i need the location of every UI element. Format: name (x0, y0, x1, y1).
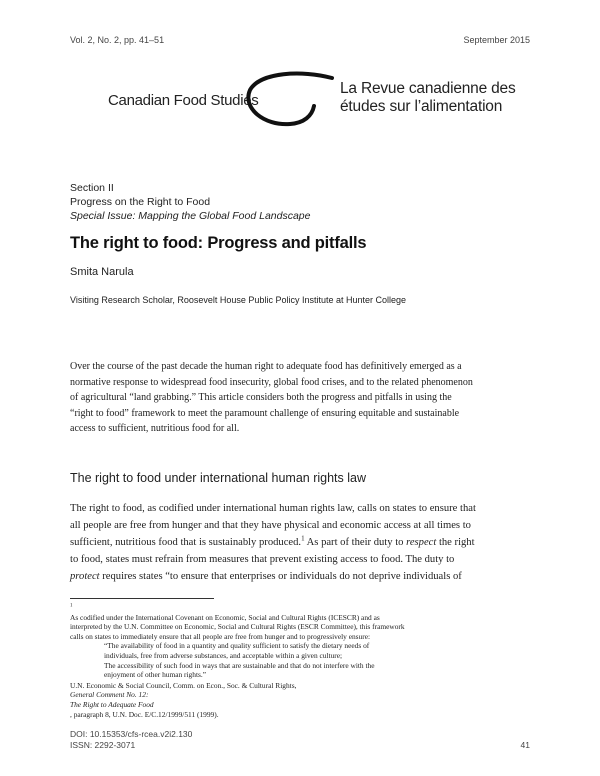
abstract-line: access to sufficient, nutritious food for all. (70, 423, 240, 435)
body-line: all people are free from hunger and that they have physical and economic access at all times to (70, 520, 471, 531)
footnote-line: $^1$ As codified under the International Covenant on Economic, Social and Cultural Rights (ICESCR) and as (70, 603, 380, 622)
footnote-quote: “The availability of food in a quantity and quality sufficient to satisfy the dietary needs of (104, 641, 370, 651)
abstract (70, 359, 532, 437)
footnote (70, 603, 540, 719)
footnote-line: calls on states to immediately ensure that all people are free from hunger and to progressively ensure: (70, 631, 371, 641)
footnote-citation: The Right to Adequate Food , paragraph 8, U.N. Doc. E/C.12/1999/511 (1999). (70, 699, 219, 719)
page-number: 41 (520, 740, 530, 750)
abstract-line: Over the course of the past decade the human right to adequate food has definitively emerged as a (70, 361, 462, 372)
footnote-line: interpreted by the U.N. Committee on Economic, Social and Cultural Rights (ESCR Committee), this framework (70, 622, 405, 632)
abstract-line: normative response to widespread food insecurity, global food crises, and to the related phenomenon (70, 376, 473, 388)
body-line: protect requires states “to ensure that enterprises or individuals do not deprive individuals of (70, 571, 462, 582)
section-heading: The right to food under international human rights law (70, 471, 367, 485)
journal-name-fr-line2: études sur l’alimentation (340, 98, 503, 115)
footnote-quote: The accessibility of such food in ways that are sustainable and that do not interfere with the (104, 660, 375, 670)
issn: ISSN: 2292-3071 (70, 740, 136, 750)
body-paragraph (70, 500, 532, 585)
doi[interactable]: DOI: 10.15353/cfs-rcea.v2i2.130 (70, 729, 193, 739)
footnote-ref[interactable]: 1 (301, 534, 305, 543)
body-line: The right to food, as codified under international human rights law, calls on states to ensure that (70, 503, 476, 514)
footnote-quote: individuals, free from adverse substances, and acceptable within a given culture; (104, 650, 343, 660)
footnote-marker: 1 (70, 603, 73, 609)
section-info (70, 181, 311, 223)
issue-date: September 2015 (463, 35, 530, 45)
author-affiliation: Visiting Research Scholar, Roosevelt House Public Policy Institute at Hunter College (70, 295, 407, 305)
abstract-line: “right to food” framework to meet the paramount challenge of ensuring equitable and sustainable (70, 407, 460, 419)
body-line: sufficient, nutritious food that is sustainably produced.$^1$ As part of their duty to respect the right (70, 534, 475, 548)
journal-name-en: Canadian Food Studies (108, 92, 259, 109)
section-label: Section II (70, 182, 114, 194)
swoosh-logo-icon (242, 68, 338, 132)
footnote-quote: enjoyment of other human rights.” (104, 670, 207, 680)
footnote-divider (70, 598, 214, 599)
journal-name-fr-line1: La Revue canadienne des (340, 80, 516, 97)
footnote-citation: U.N. Economic & Social Council, Comm. on Econ., Soc. & Cultural Rights, General Comment No. 12: (70, 680, 297, 700)
abstract-line: of agricultural “land grabbing.” This article considers both the progress and pitfalls in using the (70, 392, 452, 404)
article-title: The right to food: Progress and pitfalls (70, 234, 367, 252)
section-name: Progress on the Right to Food (70, 196, 211, 208)
body-line: to food, states must refrain from measures that prevent existing access to food. The duty to (70, 554, 455, 565)
publication-ids (70, 729, 192, 751)
author-name: Smita Narula (70, 266, 134, 278)
volume-info: Vol. 2, No. 2, pp. 41–51 (70, 35, 165, 45)
journal-name-fr (340, 80, 516, 116)
special-issue: Special Issue: Mapping the Global Food Landscape (70, 210, 311, 222)
